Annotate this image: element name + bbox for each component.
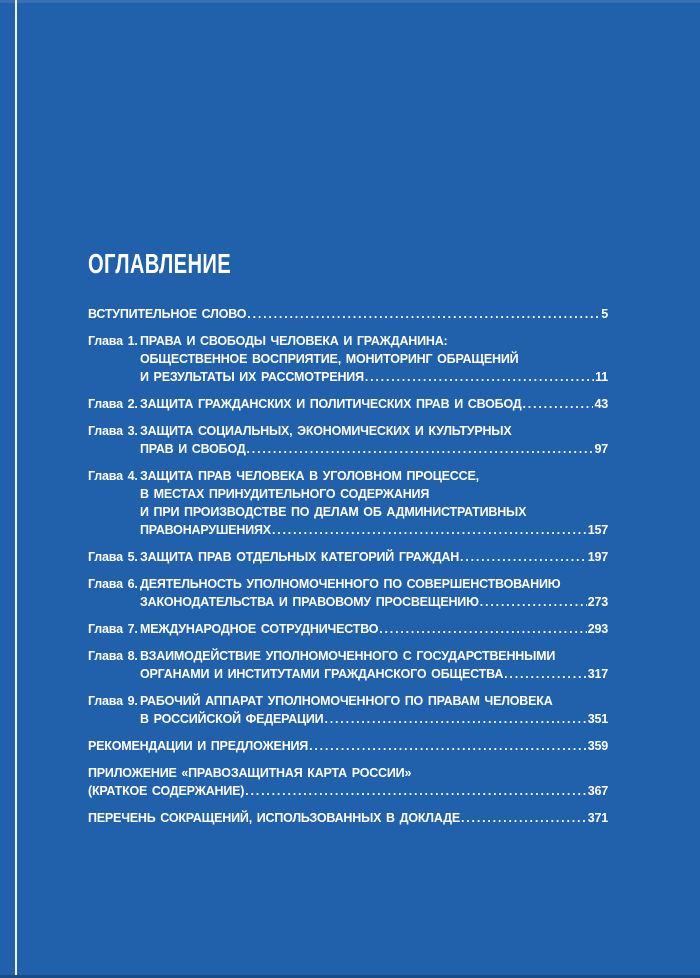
chapter-label: Глава 1. (88, 334, 138, 348)
chapter-label: Глава 5. (88, 550, 138, 564)
entry-line (140, 692, 608, 710)
chapter-label: Глава 8. (88, 649, 138, 663)
page-number: 351 (587, 712, 608, 726)
entry-line (140, 467, 608, 485)
entry-line (140, 593, 608, 611)
toc-entry-chapter-7 (88, 620, 608, 638)
entry-title: ЗАЩИТА ГРАЖДАНСКИХ И ПОЛИТИЧЕСКИХ ПРАВ И СВОБОД (140, 397, 522, 411)
dot-leader (272, 521, 587, 539)
page-top-edge (0, 0, 700, 3)
toc-entry-chapter-6 (88, 575, 608, 611)
entry-line (140, 647, 608, 665)
entry-title: ДЕЯТЕЛЬНОСТЬ УПОЛНОМОЧЕННОГО ПО СОВЕРШЕНСТВОВАНИЮ (140, 577, 561, 591)
entry-line (140, 710, 608, 728)
page-number: 273 (587, 595, 608, 609)
dot-leader (247, 305, 600, 323)
chapter-label: Глава 7. (88, 622, 138, 636)
toc-entry-chapter-2 (88, 395, 608, 413)
dot-leader (324, 710, 586, 728)
entry-title: ПРИЛОЖЕНИЕ «ПРАВОЗАЩИТНАЯ КАРТА РОССИИ» (88, 766, 412, 780)
entry-line (88, 809, 608, 827)
chapter-label: Глава 2. (88, 397, 138, 411)
dot-leader (523, 395, 594, 413)
entry-line (140, 422, 608, 440)
entry-line (140, 332, 608, 350)
dot-leader (247, 440, 594, 458)
toc-entry-chapter-9 (88, 692, 608, 728)
dot-leader (379, 620, 586, 638)
toc-entry-intro (88, 305, 608, 323)
toc-content (88, 250, 608, 836)
page-number: 371 (587, 811, 608, 825)
toc-entry-chapter-4 (88, 467, 608, 539)
entry-title: ВЗАИМОДЕЙСТВИЕ УПОЛНОМОЧЕННОГО С ГОСУДАРСТВЕННЫМИ (140, 649, 556, 663)
entry-title: РАБОЧИЙ АППАРАТ УПОЛНОМОЧЕННОГО ПО ПРАВАМ ЧЕЛОВЕКА (140, 694, 553, 708)
page-number: 359 (587, 739, 608, 753)
page-number: 157 (587, 523, 608, 537)
page-number: 197 (587, 550, 608, 564)
entry-line (140, 350, 608, 368)
chapter-label: Глава 3. (88, 424, 138, 438)
page-number: 11 (595, 370, 608, 384)
dot-leader (480, 593, 587, 611)
page-number: 293 (587, 622, 608, 636)
chapter-label: Глава 4. (88, 469, 138, 483)
dot-leader (309, 737, 587, 755)
entry-line (140, 503, 608, 521)
entry-title: И РЕЗУЛЬТАТЫ ИХ РАССМОТРЕНИЯ (140, 370, 364, 384)
entry-line (140, 440, 608, 458)
page-number: 97 (594, 442, 608, 456)
entry-title: (КРАТКОЕ СОДЕРЖАНИЕ) (88, 784, 245, 798)
entry-line (88, 737, 608, 755)
toc-entry-abbreviations (88, 809, 608, 827)
entry-title: ПЕРЕЧЕНЬ СОКРАЩЕНИЙ, ИСПОЛЬЗОВАННЫХ В ДОКЛАДЕ (88, 811, 460, 825)
entry-line (140, 485, 608, 503)
entry-line (140, 548, 608, 566)
entry-title: И ПРИ ПРОИЗВОДСТВЕ ПО ДЕЛАМ ОБ АДМИНИСТРАТИВНЫХ (140, 505, 527, 519)
toc-entry-chapter-5 (88, 548, 608, 566)
entry-line (140, 395, 608, 413)
entry-title: В МЕСТАХ ПРИНУДИТЕЛЬНОГО СОДЕРЖАНИЯ (140, 487, 430, 501)
entry-title: ЗАЩИТА ПРАВ ОТДЕЛЬНЫХ КАТЕГОРИЙ ГРАЖДАН (140, 550, 460, 564)
dot-leader (460, 548, 587, 566)
entry-line (140, 368, 608, 386)
entry-line (140, 665, 608, 683)
dot-leader (245, 782, 586, 800)
chapter-label: Глава 9. (88, 694, 138, 708)
entry-line (88, 305, 608, 323)
entry-title: ВСТУПИТЕЛЬНОЕ СЛОВО (88, 307, 247, 321)
entry-line (140, 575, 608, 593)
entry-title: РЕКОМЕНДАЦИИ И ПРЕДЛОЖЕНИЯ (88, 739, 309, 753)
entry-line (88, 764, 608, 782)
entry-title: ЗАЩИТА СОЦИАЛЬНЫХ, ЭКОНОМИЧЕСКИХ И КУЛЬТУРНЫХ (140, 424, 512, 438)
entry-title: ЗАКОНОДАТЕЛЬСТВА И ПРАВОВОМУ ПРОСВЕЩЕНИЮ (140, 595, 479, 609)
toc-entry-recommendations (88, 737, 608, 755)
dot-leader (461, 809, 587, 827)
dot-leader (365, 368, 594, 386)
left-margin-line (15, 0, 17, 975)
toc-entry-appendix (88, 764, 608, 800)
chapter-label: Глава 6. (88, 577, 138, 591)
dot-leader (504, 665, 587, 683)
entry-title: ПРАВ И СВОБОД (140, 442, 246, 456)
entry-title: ОБЩЕСТВЕННОЕ ВОСПРИЯТИЕ, МОНИТОРИНГ ОБРАЩЕНИЙ (140, 352, 519, 366)
page-number: 5 (601, 307, 608, 321)
entry-line (140, 521, 608, 539)
entry-title: МЕЖДУНАРОДНОЕ СОТРУДНИЧЕСТВО (140, 622, 379, 636)
page-number: 367 (587, 784, 608, 798)
toc-entry-chapter-1 (88, 332, 608, 386)
toc-entry-chapter-8 (88, 647, 608, 683)
entry-line (88, 782, 608, 800)
entry-title: ОРГАНАМИ И ИНСТИТУТАМИ ГРАЖДАНСКОГО ОБЩЕСТВА (140, 667, 504, 681)
page-number: 317 (587, 667, 608, 681)
entry-title: ПРАВОНАРУШЕНИЯХ (140, 523, 271, 537)
toc-entry-chapter-3 (88, 422, 608, 458)
toc-title: ОГЛАВЛЕНИЕ (88, 248, 232, 279)
page-number: 43 (594, 397, 608, 411)
entry-title: В РОССИЙСКОЙ ФЕДЕРАЦИИ (140, 712, 324, 726)
entry-line (140, 620, 608, 638)
entry-title: ПРАВА И СВОБОДЫ ЧЕЛОВЕКА И ГРАЖДАНИНА: (140, 334, 448, 348)
entry-title: ЗАЩИТА ПРАВ ЧЕЛОВЕКА В УГОЛОВНОМ ПРОЦЕССЕ, (140, 469, 479, 483)
